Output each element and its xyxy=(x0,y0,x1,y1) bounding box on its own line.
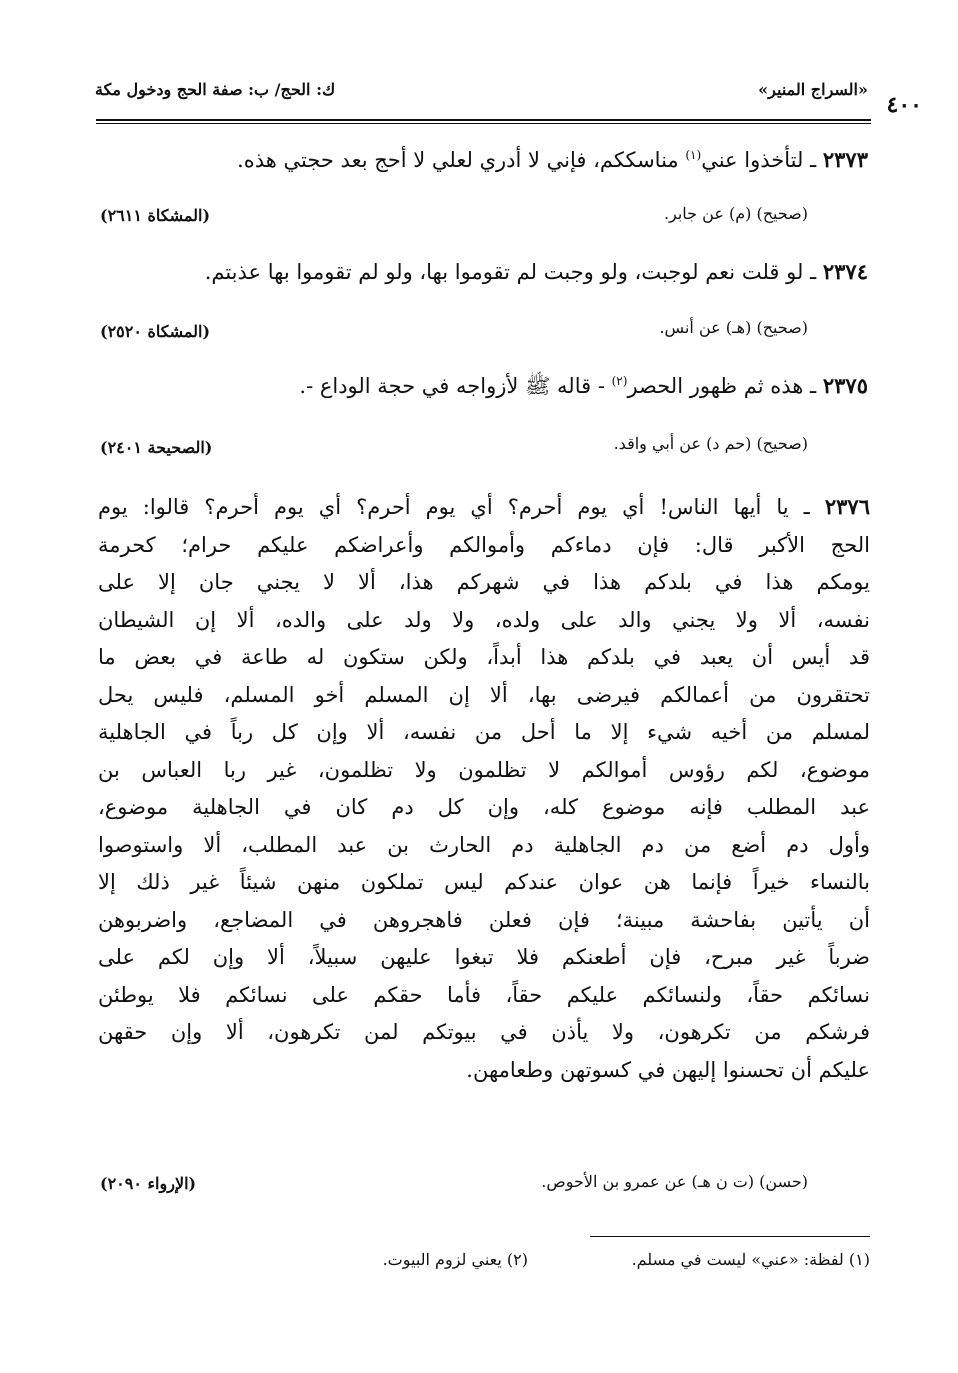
hadith-2375 xyxy=(98,366,868,406)
running-header-chapter: ك: الحج/ ب: صفة الحج ودخول مكة xyxy=(95,80,336,99)
header-rule-thin xyxy=(96,123,871,124)
footnote-mark: (٢) xyxy=(611,374,628,388)
hadith-line: عبد المطلب فإنه موضوع كله، وإن كل دم كان في الجاهلية موضوع، xyxy=(98,795,870,819)
hadith-line xyxy=(98,488,870,527)
hadith-2375-reference: (الصحيحة ٢٤٠١) xyxy=(100,438,213,457)
hadith-line: أن يأتين بفاحشة مبينة؛ فإن فعلن فاهجروهن في المضاجع، واضربوهن xyxy=(98,907,870,932)
hadith-line: تحتقرون من أعمالكم فيرضى بها، ألا إن المسلم أخو المسلم، فليس يحل xyxy=(98,682,870,707)
footnote-1 xyxy=(632,1250,870,1269)
footnote-rule xyxy=(590,1236,870,1237)
hadith-line: وأول دم أضع من دم الجاهلية دم الحارث بن عبد المطلب، ألا واستوصوا xyxy=(98,832,870,857)
hadith-text-after: - قاله ﷺ لأزواجه في حجة الوداع -. xyxy=(299,374,605,398)
hadith-number: ٢٣٧٣ xyxy=(822,147,868,172)
hadith-line: يومكم هذا في بلدكم هذا في شهركم هذا، ألا لا يجني جان إلا على xyxy=(98,570,870,594)
hadith-line: الحج الأكبر قال: فإن دماءكم وأموالكم وأعراضكم عليكم حرام؛ كحرمة xyxy=(98,532,870,557)
running-header-book-title: «السراج المنير» xyxy=(758,80,868,99)
hadith-text-before: هذه ثم ظهور الحصر xyxy=(627,374,804,398)
footnote-text: لفظة: «عني» ليست في مسلم. xyxy=(631,1250,844,1269)
footnote-mark: (٢) xyxy=(506,1250,528,1269)
footnote-text: يعني لزوم البيوت. xyxy=(382,1250,502,1269)
hadith-line: لمسلم من أخيه شيء إلا ما أحل من نفسه، ألا وإن كل رباً في الجاهلية xyxy=(98,720,870,744)
hadith-dash: ـ xyxy=(788,495,825,519)
page-number: ٤٠٠ xyxy=(886,92,922,118)
hadith-2376 xyxy=(98,488,870,1089)
hadith-text-after: مناسككم، فإني لا أدري لعلي لا أحج بعد حجتي هذه. xyxy=(237,148,679,172)
hadith-text: لو قلت نعم لوجبت، ولو وجبت لم تقوموا بها، ولو لم تقوموا بها عذبتم. xyxy=(204,260,804,284)
hadith-dash: ـ xyxy=(803,148,817,172)
hadith-line: موضوع، لكم رؤوس أموالكم لا تظلمون ولا تظلمون، غير ربا العباس بن xyxy=(98,757,870,782)
hadith-2374-reference: (المشكاة ٢٥٢٠) xyxy=(100,322,211,341)
footnote-mark: (١) xyxy=(848,1250,870,1269)
hadith-2375-grade: (صحيح) (حم د) عن أبي واقد. xyxy=(613,434,808,453)
hadith-2373 xyxy=(98,140,868,180)
hadith-line-text: يا أيها الناس! أي يوم أحرم؟ أي يوم أحرم؟ أي يوم أحرم؟ قالوا: يوم xyxy=(98,495,789,519)
hadith-line: عليكم أن تحسنوا إليهن في كسوتهن وطعامهن. xyxy=(466,1057,870,1082)
hadith-number: ٢٣٧٥ xyxy=(822,373,868,398)
hadith-2376-reference: (الإرواء ٢٠٩٠) xyxy=(100,1174,197,1193)
hadith-2374 xyxy=(98,252,868,292)
hadith-line: قد أيس أن يعبد في بلدكم هذا أبداً، ولكن ستكون له طاعة في بعض ما xyxy=(98,645,870,669)
hadith-2374-grade: (صحيح) (هـ) عن أنس. xyxy=(659,318,808,337)
footnote-mark: (١) xyxy=(685,148,702,162)
hadith-text-before: لتأخذوا عني xyxy=(701,148,804,172)
footnote-2 xyxy=(383,1250,528,1269)
hadith-dash: ـ xyxy=(803,374,817,398)
hadith-number: ٢٣٧٦ xyxy=(824,494,870,519)
hadith-2373-grade: (صحيح) (م) عن جابر. xyxy=(663,204,808,223)
hadith-number: ٢٣٧٤ xyxy=(822,259,868,284)
header-rule xyxy=(96,119,871,121)
hadith-line: بالنساء خيراً فإنما هن عوان عندكم ليس تملكون منهن شيئاً غير ذلك إلا xyxy=(98,870,870,894)
hadith-2373-reference: (المشكاة ٢٦١١) xyxy=(100,206,211,225)
hadith-line: فرشكم من تكرهون، ولا يأذن في بيوتكم لمن تكرهون، ألا وإن حقهن xyxy=(98,1020,870,1044)
hadith-line: نسائكم حقاً، ولنسائكم عليكم حقاً، فأما حقكم على نسائكم فلا يوطئن xyxy=(98,982,870,1007)
hadith-line: ضرباً غير مبرح، فإن أطعنكم فلا تبغوا عليهن سبيلاً، ألا وإن لكم على xyxy=(98,945,870,969)
hadith-line: نفسه، ألا ولا يجني والد على ولده، ولا ولد على والده، ألا إن الشيطان xyxy=(98,607,870,632)
hadith-dash: ـ xyxy=(803,260,817,284)
hadith-2376-grade: (حسن) (ت ن هـ) عن عمرو بن الأحوص. xyxy=(541,1172,808,1191)
